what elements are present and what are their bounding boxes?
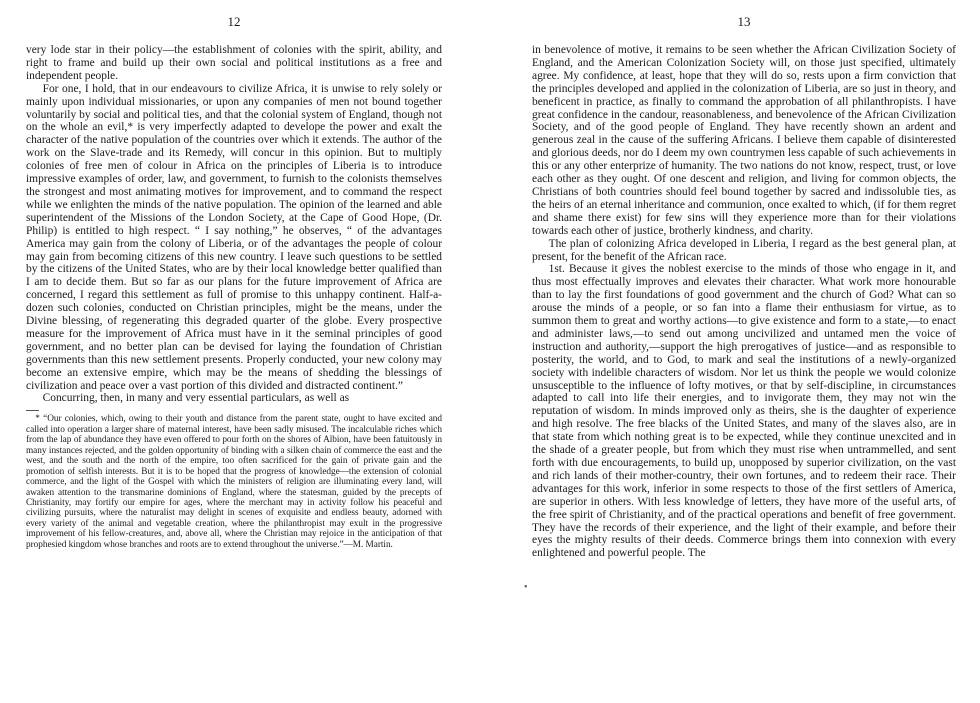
paragraph: very lode star in their policy—the establishment of colonies with the spirit, ability, and right to frame and build up their own social and political institutions as a free and independent people. [26,44,442,82]
right-body-text [532,44,956,560]
page-number-left: 12 [227,14,241,29]
left-body-text [26,44,442,405]
footnote-separator [26,410,39,411]
left-page [26,0,442,550]
page-number-right: 13 [737,14,751,29]
gutter-mark: • [524,582,528,593]
paragraph: Concurring, then, in many and very essential particulars, as well as [42,392,350,405]
paragraph: in benevolence of motive, it remains to be seen whether the African Civilization Society of England, and the American Colonization Society will, on those just specified, ultimately agree. My confidence, at least, hope that they will do so, rests upon a firm conviction that the principles developed and applied in the colonization of Liberia, are so just in theory, and beneficent in practice, as finally to command the approbation of all philanthropists. I have great confidence in the candour, reasonableness, and benevolence of the African Civilization Society, and of the good people of England. They have recently shown an ardent and generous zeal in the cause of the suffering Africans. I believe them capable of disinterested and glorious deeds, nor do I deem my own countrymen less capable of such achievements in this or any other enterprize of humanity. The two nations do not know, respect, trust, or love each other as they ought. Of one descent and religion, and living for common objects, the Christians of both countries should feel bound together by sacred and indissoluble ties, as the heirs of an eternal inheritance and communion, once exalted to which, (if for them regret and shame there exist) for few sins will they experience more than for their violations towards each other of justice, brotherly kindness, and charity. [532,44,956,237]
paragraph: 1st. Because it gives the noblest exercise to the minds of those who engage in it, and thus most effectually improves and elevates their character. What work more honourable than to lay the first foundations of good government and the church of God? What can so arouse the minds of a people, or so fan into a flame their enthusiasm for virtue, as to summon them to great and worthy actions—to give existence and form to a state,—to enact and administer laws,—to send out among uncivilized and untamed men the voice of instruction and authority,—support the high prerogatives of justice—and as responsible to posterity, the world, and to God, to mark and seal the institutions of a newly-organized society with indelible characters of wisdom. Nor let us think the people we would colonize unsusceptible to the influence of lofty motives, or that by self-discipline, in circumstances adapted to call into life their energies, and to invigorate them, they may not win the reputation of wisdom. In minds improved only as theirs, she is the daughter of experience and high resolve. The free blacks of the United States, and many of the slaves also, are in that state from which nothing great is to be expected, while they continue unexcited and in the shade of a greater people, but from which they must rise when untrammelled, and sent forth with due encouragements, to build up, unopposed by superior civilization, on the vast and rich lands of their mother-country, their own fortunes, and to redeem their race. Their advantages for this work, inferior in some respects to those of the first settlers of America, are superior in others. With less knowledge of letters, they have more of the useful arts, of the free spirit of Christianity, and of the practical operations and benefit of free government. They have the records of their experience, and the light of their example, and before their eyes the mighty results of their deeds. Commerce brings them into connexion with every enlightened and powerful people. The [532,263,956,560]
paragraph: The plan of colonizing Africa developed in Liberia, I regard as the best general plan, at present, for the benefit of the African race. [532,237,956,263]
footnote-text: * “Our colonies, which, owing to their youth and distance from the parent state, ought to have excited and called into operation a larger share of maternal interest, have been sadly misused. The incalculable riches which from the lap of abundance they have even offered to pour forth on the shores of Albion, have been fatuitously in many instances rejected, and the golden opportunity of binding with a silken chain of commerce the east and the west, and the south and the north of the empire, too often sacrificed for the gain of private gain and the promotion of selfish interests. But it is to be hoped that the progress of knowledge—the extension of colonial commerce, and the light of the Gospel with which the ministers of religion are illuminating every land, will awaken attention to the transmarine dominions of England, where the statesman, guided by the precepts of Christianity, may fortify our empire for ages, where the merchant may in activity follow his peaceful and civilizing pursuits, where the naturalist may delight in scenes of exquisite and endless beauty, adorned with every variety of the animal and vegetable creation, where the philanthropist may exult in the progressive improvement of his fellow-creatures, and, above all, where the Christian may rejoice in the anticipation of that prophesied kingdom whose branches and roots are to extend throughout the universe.”—M. Martin. [26,414,442,550]
right-page [532,0,956,560]
footnote [26,414,442,550]
paragraph: For one, I hold, that in our endeavours to civilize Africa, it is unwise to rely solely or mainly upon individual missionaries, or upon any companies of men not bound together voluntarily by social and political ties, and that the colonial system of England, though not on the whole an evil,* is very imperfectly adapted to develope the power and exalt the character of the native population of the countries over which it extends. The author of the work on the Slave-trade and its Remedy, will concur in this opinion. But to multiply colonies of free men of colour in Africa on the principles of Liberia is to introduce impressive examples of order, law, and government, to furnish to the colonists themselves the strongest and most animating motives for improvement, and to command the respect while we enlighten the minds of the native population. The opinion of the learned and able superintendent of the Missions of the London Society, at the Cape of Good Hope, (Dr. Philip) is entitled to high respect. “ I say nothing,” he observes, “ of the advantages America may gain from the colony of Liberia, or of the advantages the people of colour may gain from becoming citizens of this new country. I leave such questions to be settled by the citizens of the United States, who are by their local knowledge better qualified than I am to decide them. But so far as our plans for the future improvement of Africa are concerned, I regard this settlement as full of promise to this unhappy continent. Half-a-dozen such colonies, conducted on Christian principles, might be the means, under the Divine blessing, of regenerating this degraded quarter of the globe. Every prospective measure for the improvement of Africa must have in it the seminal principles of good government, and no better plan can be devised for laying the foundation of Christian governments than this new settlement presents. Properly conducted, your new colony may become an extensive empire, which may be the means of shedding the blessings of civilization and peace over a vast portion of this divided and distracted continent.” [26,82,442,392]
